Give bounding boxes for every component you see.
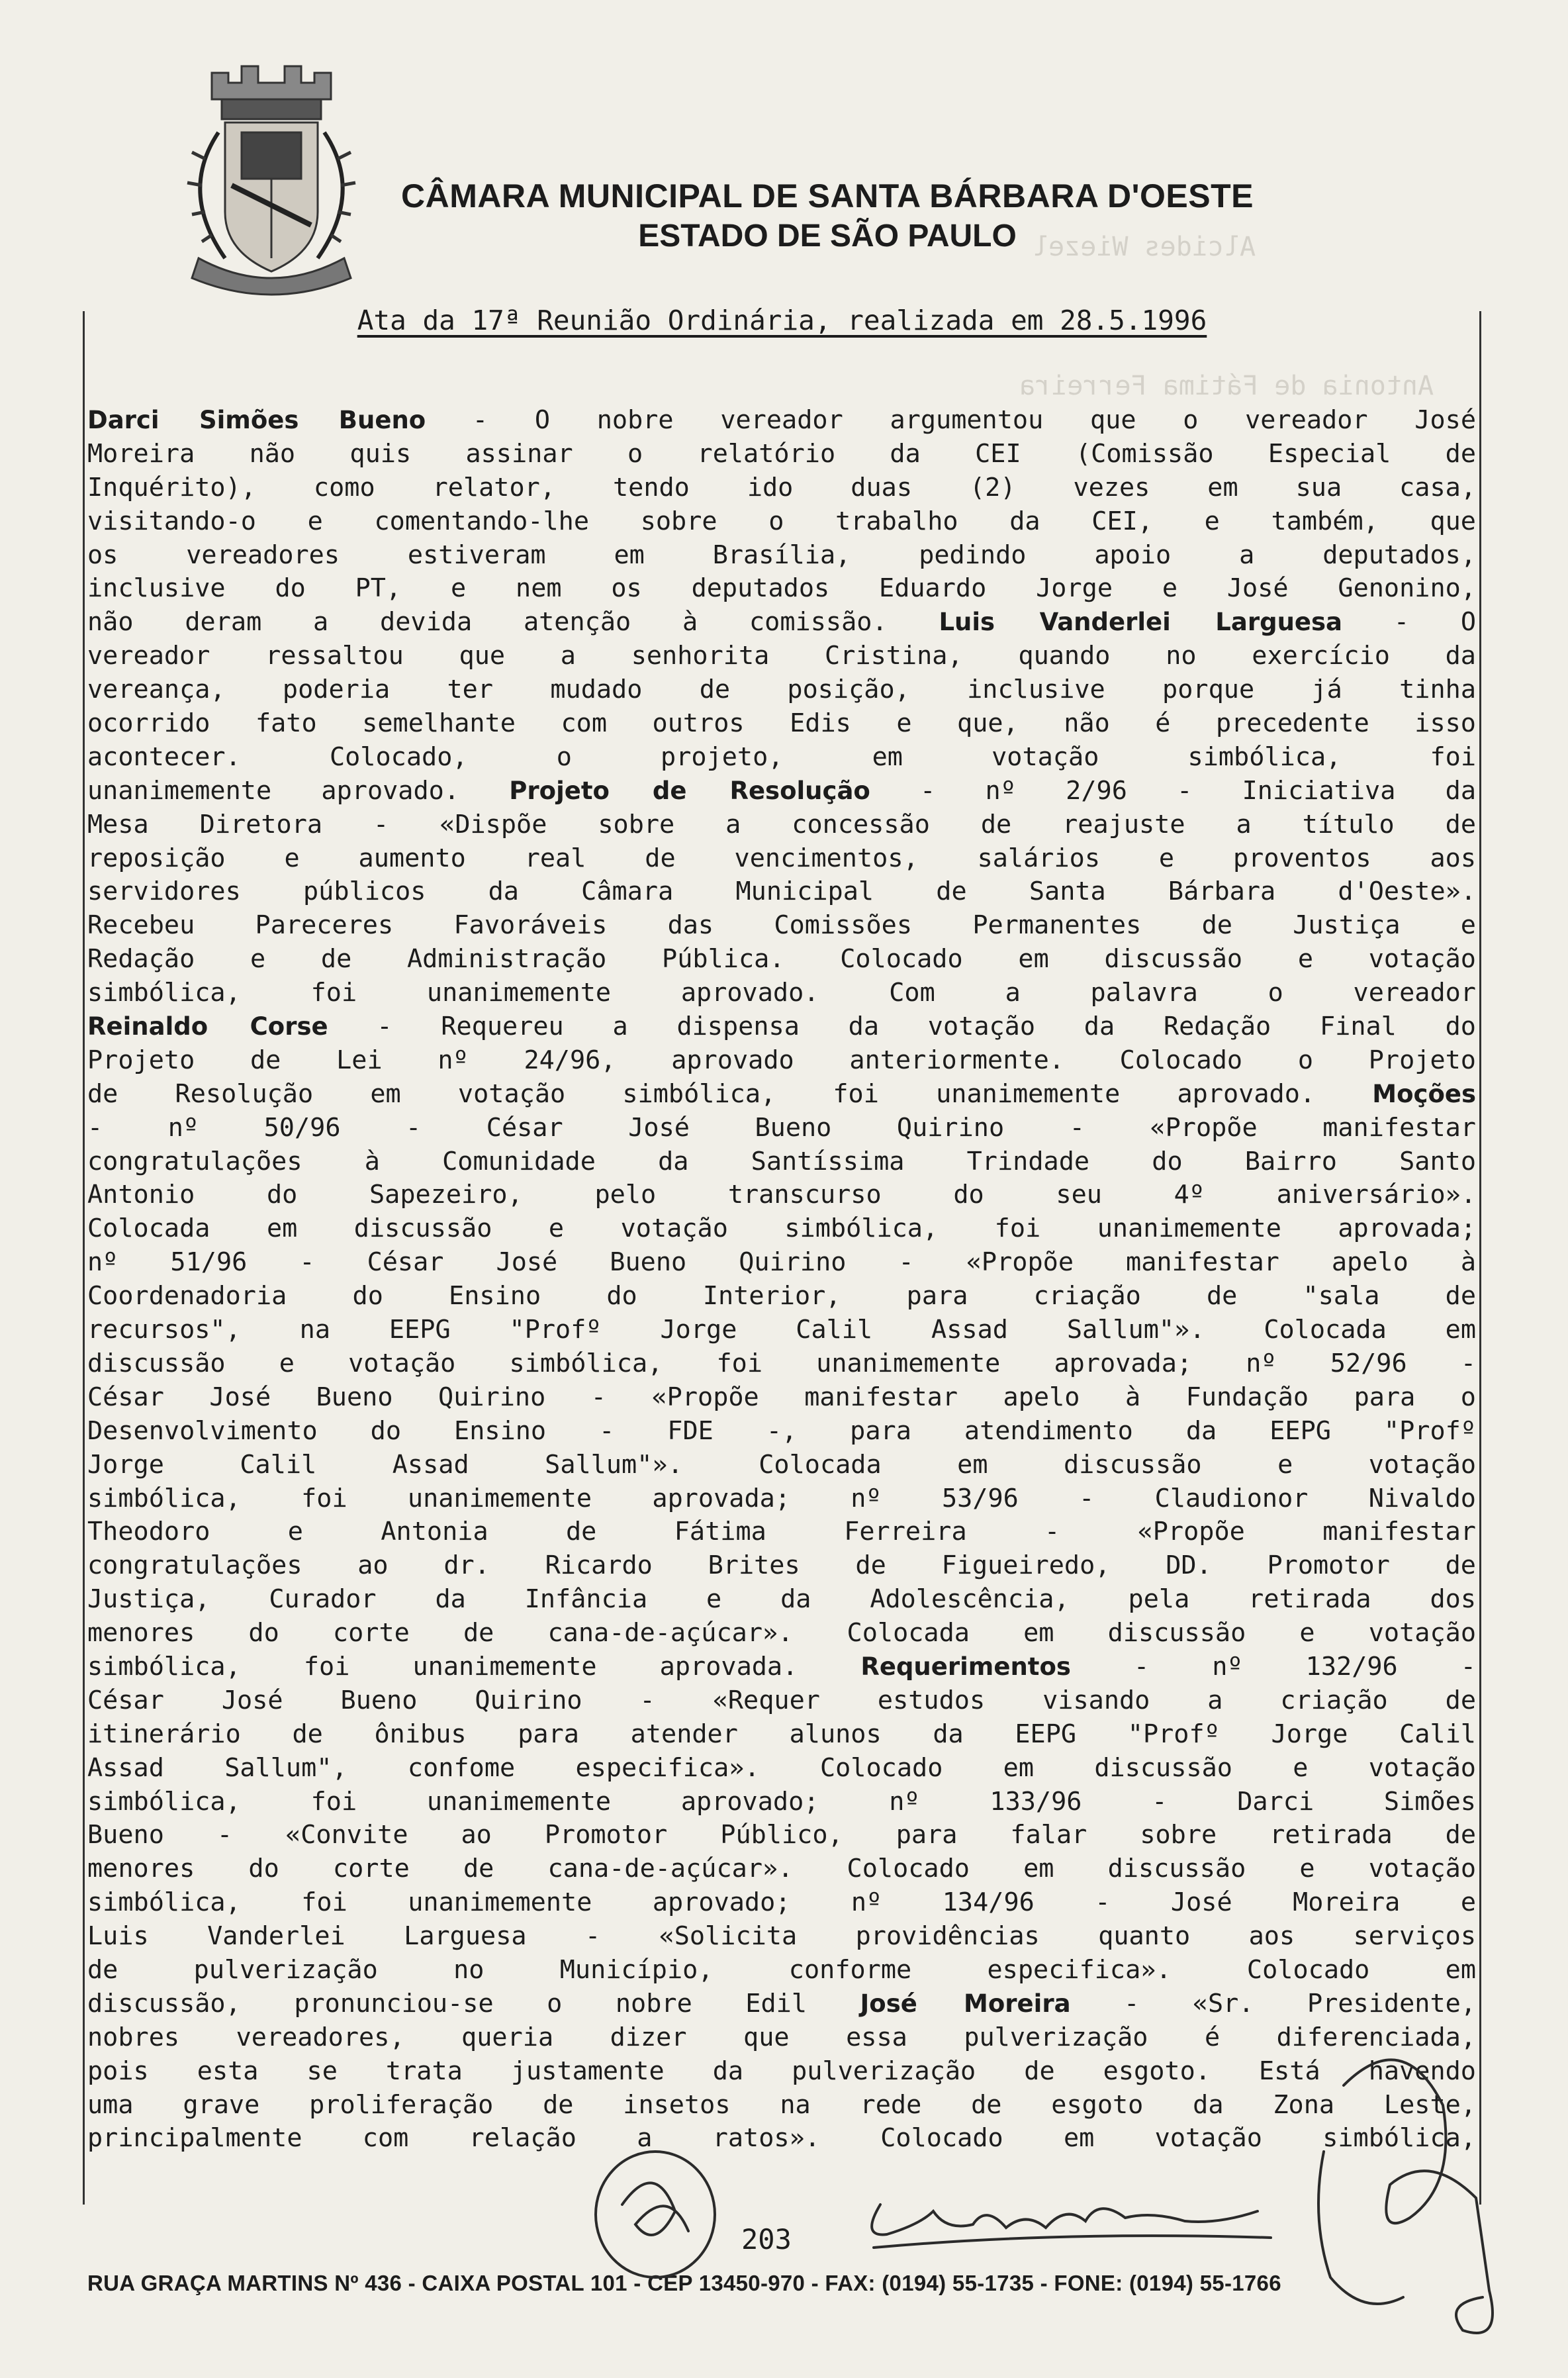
text-line bbox=[87, 875, 1476, 909]
text-segment: os vereadores estiveram em Brasília, pedindo apoio a deputados, bbox=[87, 540, 1476, 570]
text-line bbox=[87, 1482, 1476, 1516]
speaker-name: Requerimentos bbox=[860, 1652, 1071, 1681]
text-segment: Luis Vanderlei Larguesa - «Solicita providências quanto aos serviços bbox=[87, 1921, 1476, 1952]
text-line bbox=[87, 2089, 1476, 2122]
text-line bbox=[87, 1381, 1476, 1415]
text-segment: vereador ressaltou que a senhorita Cristina, quando no exercício da bbox=[87, 641, 1476, 671]
right-margin-rule bbox=[1479, 311, 1481, 2205]
text-line bbox=[87, 1650, 1476, 1684]
text-segment: congratulações à Comunidade da Santíssima Trindade do Bairro Santo bbox=[87, 1146, 1476, 1176]
text-segment: simbólica, foi unanimemente aprovada; nº 53/96 - Claudionor Nivaldo bbox=[87, 1483, 1476, 1513]
text-line bbox=[87, 707, 1476, 741]
footer-address: RUA GRAÇA MARTINS Nº 436 - CAIXA POSTAL 101 - CEP 13450-970 - FAX: (0194) 55-1735 - FONE: (0194) 55-1766 bbox=[87, 2271, 1281, 2295]
text-line bbox=[87, 1246, 1476, 1280]
text-segment: não deram a devida atenção à comissão. bbox=[87, 607, 939, 638]
text-segment: - «Sr. Presidente, bbox=[1070, 1988, 1476, 2019]
text-segment: inclusive do PT, e nem os deputados Eduardo Jorge e José Genonino, bbox=[87, 573, 1476, 604]
text-line bbox=[87, 1886, 1476, 1920]
text-segment: servidores públicos da Câmara Municipal de Santa Bárbara d'Oeste». bbox=[87, 877, 1476, 907]
text-line bbox=[87, 606, 1476, 640]
text-line bbox=[87, 1010, 1476, 1044]
text-line bbox=[87, 1178, 1476, 1212]
text-segment: - Requereu a dispensa da votação da Redação Final do bbox=[328, 1012, 1476, 1042]
speaker-name: Moções bbox=[1372, 1079, 1476, 1108]
text-line bbox=[87, 471, 1476, 505]
text-segment: Projeto de Lei nº 24/96, aprovado anteriormente. Colocado o Projeto bbox=[87, 1045, 1476, 1075]
text-segment: de pulverização no Município, conforme especifica». Colocado em bbox=[87, 1954, 1476, 1985]
text-line bbox=[87, 640, 1476, 673]
cursive-signature bbox=[872, 2205, 1258, 2234]
text-segment: pois esta se trata justamente da pulverização de esgoto. Está havendo bbox=[87, 2056, 1476, 2086]
text-segment: Inquérito), como relator, tendo ido duas (2) vezes em sua casa, bbox=[87, 472, 1476, 502]
letterhead bbox=[397, 175, 1258, 256]
text-line bbox=[87, 1684, 1476, 1718]
text-segment: uma grave proliferação de insetos na rede de esgoto da Zona Leste, bbox=[87, 2089, 1476, 2120]
text-line bbox=[87, 673, 1476, 707]
text-segment: Justiça, Curador da Infância e da Adolescência, pela retirada dos bbox=[87, 1584, 1476, 1615]
text-line bbox=[87, 909, 1476, 943]
text-line bbox=[87, 741, 1476, 775]
text-line bbox=[87, 1583, 1476, 1617]
bleed-through: Antonia de Fátima Ferreira bbox=[1019, 371, 1434, 401]
bleed-through: Alcides Wiezel bbox=[1033, 232, 1256, 262]
text-line bbox=[87, 976, 1476, 1010]
text-segment: congratulações ao dr. Ricardo Brites de Figueiredo, DD. Promotor de bbox=[87, 1550, 1476, 1581]
minutes-body bbox=[87, 404, 1476, 2156]
text-line bbox=[87, 1145, 1476, 1179]
left-margin-rule bbox=[83, 311, 85, 2205]
text-line bbox=[87, 842, 1476, 876]
text-segment: simbólica, foi unanimemente aprovado; nº 134/96 - José Moreira e bbox=[87, 1887, 1476, 1918]
text-line bbox=[87, 1920, 1476, 1954]
text-segment: nobres vereadores, queria dizer que essa pulverização é diferenciada, bbox=[87, 2022, 1476, 2052]
text-line bbox=[87, 1515, 1476, 1549]
text-segment: - nº 2/96 - Iniciativa da bbox=[870, 775, 1476, 806]
text-line bbox=[87, 1752, 1476, 1785]
text-segment: César José Bueno Quirino - «Propõe manifestar apelo à Fundação para o bbox=[87, 1382, 1476, 1412]
text-segment: recursos", na EEPG "Profº Jorge Calil Assad Sallum"». Colocada em bbox=[87, 1315, 1476, 1345]
text-segment: Jorge Calil Assad Sallum"». Colocada em discussão e votação bbox=[87, 1449, 1476, 1480]
text-segment: Mesa Diretora - «Dispõe sobre a concessão de reajuste a título de bbox=[87, 809, 1476, 839]
text-segment: simbólica, foi unanimemente aprovada. bbox=[87, 1651, 861, 1682]
text-line bbox=[87, 1617, 1476, 1650]
speaker-name: Luis Vanderlei Larguesa bbox=[939, 608, 1343, 637]
speaker-name: Projeto de Resolução bbox=[509, 776, 870, 805]
text-line bbox=[87, 1280, 1476, 1313]
text-line bbox=[87, 2055, 1476, 2089]
text-segment: menores do corte de cana-de-açúcar». Colocada em discussão e votação bbox=[87, 1618, 1476, 1648]
text-line bbox=[87, 1078, 1476, 1112]
text-line bbox=[87, 1415, 1476, 1449]
text-line bbox=[87, 943, 1476, 976]
text-segment: Theodoro e Antonia de Fátima Ferreira - «Propõe manifestar bbox=[87, 1517, 1476, 1547]
rubric-initial bbox=[622, 2183, 688, 2235]
text-line bbox=[87, 1212, 1476, 1246]
text-segment: Desenvolvimento do Ensino - FDE -, para atendimento da EEPG "Profº bbox=[87, 1415, 1476, 1446]
text-line bbox=[87, 539, 1476, 573]
text-segment: simbólica, foi unanimemente aprovado. Com a palavra o vereador bbox=[87, 978, 1476, 1008]
text-segment: - O bbox=[1342, 607, 1476, 638]
text-line bbox=[87, 1785, 1476, 1819]
text-segment: Redação e de Administração Pública. Colocado em discussão e votação bbox=[87, 944, 1476, 975]
minutes-title: Ata da 17ª Reunião Ordinária, realizada em 28.5.1996 bbox=[357, 305, 1207, 336]
text-segment: discussão e votação simbólica, foi unanimemente aprovada; nº 52/96 - bbox=[87, 1348, 1476, 1378]
text-segment: visitando-o e comentando-lhe sobre o trabalho da CEI, e também, que bbox=[87, 506, 1476, 536]
text-line bbox=[87, 1313, 1476, 1347]
text-line bbox=[87, 438, 1476, 471]
text-line bbox=[87, 775, 1476, 808]
coat-of-arms-icon bbox=[165, 60, 377, 298]
text-segment: - O nobre vereador argumentou que o vereador José bbox=[426, 405, 1476, 435]
text-segment: Antonio do Sapezeiro, pelo transcurso do seu 4º aniversário». bbox=[87, 1180, 1476, 1210]
text-segment: nº 51/96 - César José Bueno Quirino - «Propõe manifestar apelo à bbox=[87, 1247, 1476, 1278]
text-line bbox=[87, 808, 1476, 842]
text-line bbox=[87, 2021, 1476, 2055]
page-number: 203 bbox=[741, 2223, 792, 2256]
text-segment: - nº 132/96 - bbox=[1070, 1651, 1476, 1682]
text-segment: Bueno - «Convite ao Promotor Público, para falar sobre retirada de bbox=[87, 1820, 1476, 1850]
speaker-name: José Moreira bbox=[860, 1989, 1071, 2018]
rubric-circle-mark bbox=[596, 2152, 715, 2277]
text-line bbox=[87, 2122, 1476, 2156]
text-segment: acontecer. Colocado, o projeto, em votação simbólica, foi bbox=[87, 741, 1476, 772]
institution-name: CÂMARA MUNICIPAL DE SANTA BÁRBARA D'OESTE bbox=[401, 177, 1254, 214]
text-line bbox=[87, 505, 1476, 539]
cursive-signature-underline bbox=[874, 2236, 1271, 2248]
text-line bbox=[87, 1044, 1476, 1078]
text-segment: Moreira não quis assinar o relatório da CEI (Comissão Especial de bbox=[87, 438, 1476, 469]
text-line bbox=[87, 1852, 1476, 1886]
text-segment: menores do corte de cana-de-açúcar». Colocado em discussão e votação bbox=[87, 1854, 1476, 1884]
text-segment: principalmente com relação a ratos». Colocado em votação simbólica, bbox=[87, 2123, 1476, 2154]
text-segment: César José Bueno Quirino - «Requer estudos visando a criação de bbox=[87, 1685, 1476, 1715]
text-line bbox=[87, 1347, 1476, 1381]
text-line bbox=[87, 1718, 1476, 1752]
state-name: ESTADO DE SÃO PAULO bbox=[638, 218, 1017, 254]
text-segment: ocorrido fato semelhante com outros Edis e que, não é precedente isso bbox=[87, 708, 1476, 739]
text-segment: unanimemente aprovado. bbox=[87, 775, 510, 806]
text-segment: - nº 50/96 - César José Bueno Quirino - «Propõe manifestar bbox=[87, 1112, 1476, 1143]
text-line bbox=[87, 1449, 1476, 1482]
text-line bbox=[87, 1819, 1476, 1852]
text-segment: Assad Sallum", confome especifica». Colocado em discussão e votação bbox=[87, 1752, 1476, 1783]
speaker-name: Darci Simões Bueno bbox=[87, 406, 426, 434]
text-segment: Colocada em discussão e votação simbólica, foi unanimemente aprovada; bbox=[87, 1213, 1476, 1244]
text-segment: Coordenadoria do Ensino do Interior, para criação de "sala de bbox=[87, 1281, 1476, 1311]
speaker-name: Reinaldo Corse bbox=[87, 1012, 328, 1041]
text-segment: simbólica, foi unanimemente aprovado; nº 133/96 - Darci Simões bbox=[87, 1786, 1476, 1817]
text-line bbox=[87, 1112, 1476, 1145]
text-line bbox=[87, 1954, 1476, 1987]
text-line bbox=[87, 404, 1476, 438]
text-segment: Recebeu Pareceres Favoráveis das Comissões Permanentes de Justiça e bbox=[87, 910, 1476, 941]
text-segment: discussão, pronunciou-se o nobre Edil bbox=[87, 1988, 860, 2019]
text-line bbox=[87, 1549, 1476, 1583]
text-segment: reposição e aumento real de vencimentos, salários e proventos aos bbox=[87, 843, 1476, 873]
text-segment: de Resolução em votação simbólica, foi unanimemente aprovado. bbox=[87, 1078, 1373, 1109]
text-segment: itinerário de ônibus para atender alunos da EEPG "Profº Jorge Calil bbox=[87, 1719, 1476, 1749]
text-segment: vereança, poderia ter mudado de posição, inclusive porque já tinha bbox=[87, 675, 1476, 705]
text-line bbox=[87, 572, 1476, 606]
text-line bbox=[87, 1987, 1476, 2021]
